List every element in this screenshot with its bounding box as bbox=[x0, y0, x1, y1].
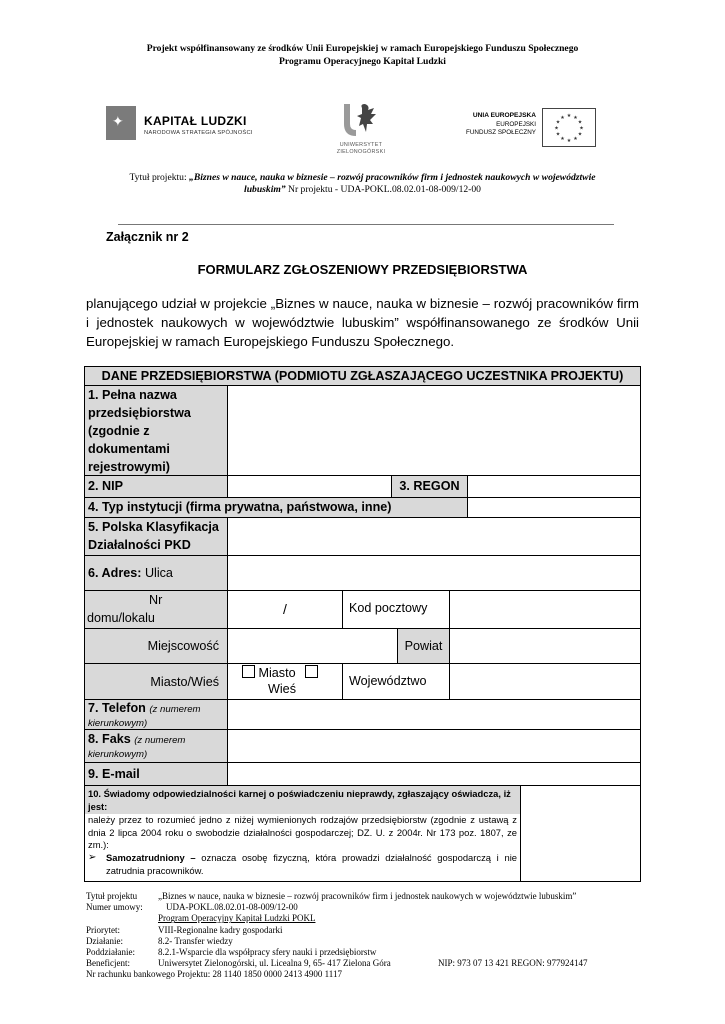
city-checkbox[interactable] bbox=[242, 665, 255, 678]
declaration-cell bbox=[85, 786, 521, 881]
postal-code-field[interactable] bbox=[450, 591, 640, 629]
svg-text:★: ★ bbox=[566, 113, 572, 119]
phone-label-cell bbox=[85, 700, 228, 730]
address-label: 6. Adres: bbox=[88, 566, 142, 580]
eu-logo-line3: FUNDUSZ SPOŁECZNY bbox=[466, 129, 536, 136]
eu-flag-icon bbox=[542, 108, 596, 147]
header-divider bbox=[118, 224, 614, 225]
city-village-options bbox=[228, 664, 343, 700]
regon-label: 3. REGON bbox=[392, 476, 468, 498]
footer-subaction-value: 8.2.1-Wsparcie dla współpracy sfery nauki i przedsiębiorstw bbox=[158, 946, 377, 957]
project-title-label: Tytuł projektu: bbox=[129, 172, 187, 183]
svg-text:★: ★ bbox=[555, 131, 561, 138]
footer-action-label: Działanie: bbox=[86, 935, 123, 946]
village-option-label: Wieś bbox=[268, 682, 296, 696]
regon-field[interactable] bbox=[468, 476, 640, 498]
university-logo bbox=[330, 102, 392, 162]
footer bbox=[86, 891, 646, 981]
city-option-label: Miasto bbox=[258, 666, 296, 680]
footer-program: Program Operacyjny Kapitał Ludzki POKL bbox=[158, 913, 316, 924]
full-name-field[interactable] bbox=[228, 386, 640, 476]
company-data-table bbox=[84, 366, 641, 882]
form-title: FORMULARZ ZGŁOSZENIOWY PRZEDSIĘBIORSTWA bbox=[197, 262, 528, 277]
street-field[interactable] bbox=[228, 556, 640, 591]
university-logo-line2: ZIELONOGÓRSKI bbox=[336, 149, 386, 155]
project-title-block bbox=[110, 172, 615, 196]
footer-bank-account: Nr rachunku bankowego Projektu: 28 1140 1850 0000 2413 4900 1117 bbox=[86, 969, 342, 980]
full-name-label: 1. Pełna nazwa przedsiębiorstwa (zgodnie z dokumentami rejestrowymi) bbox=[85, 386, 228, 476]
eu-logo bbox=[452, 108, 597, 148]
footer-beneficiary-value: Uniwersytet Zielonogórski, ul. Licealna 9, 65- 417 Zielona Góra bbox=[158, 958, 391, 969]
phone-label: 7. Telefon bbox=[88, 701, 146, 715]
county-label: Powiat bbox=[398, 629, 450, 664]
footer-title-value: „Biznes w nauce, nauka w biznesie – rozwój pracowników firm i jednostek naukowych w województwie lubuskim” bbox=[158, 891, 577, 901]
phone-field[interactable] bbox=[228, 700, 640, 730]
university-eagle-icon bbox=[340, 102, 380, 140]
university-logo-line1: UNIWERSYTET bbox=[339, 142, 383, 148]
project-number: Nr projektu - UDA-POKL.08.02.01-08-009/12-00 bbox=[288, 184, 481, 195]
funding-header bbox=[0, 42, 725, 68]
pkd-label: 5. Polska Klasyfikacja Działalności PKD bbox=[85, 518, 228, 556]
street-label: Ulica bbox=[144, 566, 173, 580]
svg-text:★: ★ bbox=[554, 125, 559, 132]
village-checkbox[interactable] bbox=[305, 665, 318, 678]
funding-header-line1: Projekt współfinansowany ze środków Unii Europejskiej w ramach Europejskiego Funduszu Społecznego bbox=[146, 43, 579, 54]
declaration-answer-field[interactable] bbox=[521, 786, 640, 881]
phone-note: (z numerem kierunkowym) bbox=[88, 704, 201, 729]
funding-header-line2: Programu Operacyjnego Kapitał Ludzki bbox=[279, 56, 446, 67]
pkd-field[interactable] bbox=[228, 518, 640, 556]
eu-logo-line2: EUROPEJSKI bbox=[496, 120, 536, 128]
svg-text:★: ★ bbox=[573, 136, 578, 142]
footer-priority-value: VIII-Regionalne kadry gospodarki bbox=[158, 924, 283, 935]
footer-contract-label: Numer umowy: bbox=[86, 902, 143, 913]
footer-nip-regon: NIP: 973 07 13 421 REGON: 977924147 bbox=[438, 958, 588, 969]
declaration-item bbox=[88, 852, 517, 877]
nip-label: 2. NIP bbox=[85, 476, 228, 498]
svg-text:★: ★ bbox=[560, 136, 565, 142]
svg-text:★: ★ bbox=[577, 131, 583, 138]
footer-beneficiary-label: Beneficjent: bbox=[86, 958, 130, 969]
institution-type-label: 4. Typ instytucji (firma prywatna, państwowa, inne) bbox=[85, 498, 468, 518]
form-intro: planującego udział w projekcie „Biznes w nauce, nauka w biznesie – rozwój pracowników firm i jednostek naukowych w województwie lubuskim” współfinansowanego ze środków Unii Europejskiej w ramach Europejskiego Funduszu Społecznego. bbox=[86, 296, 639, 349]
footer-title-label: Tytuł projektu bbox=[86, 891, 138, 901]
email-label: 9. E-mail bbox=[85, 763, 228, 786]
declaration-title: 10. Świadomy odpowiedzialności karnej o poświadczeniu nieprawdy, zgłaszający oświadcza, iż jest: bbox=[85, 786, 520, 814]
kapital-ludzki-flag-icon: ✦ bbox=[106, 106, 136, 140]
annex-label: Załącznik nr 2 bbox=[106, 230, 189, 244]
footer-priority-label: Priorytet: bbox=[86, 924, 120, 935]
house-number-separator: / bbox=[283, 601, 287, 617]
footer-contract-value: UDA-POKL.08.02.01-08-009/12-00 bbox=[166, 902, 298, 913]
email-field[interactable] bbox=[228, 763, 640, 786]
house-number-label-line2: domu/lokalu bbox=[87, 611, 155, 625]
county-field[interactable] bbox=[450, 629, 640, 664]
svg-text:★: ★ bbox=[573, 114, 578, 121]
city-village-label: Miasto/Wieś bbox=[85, 664, 228, 700]
svg-text:★: ★ bbox=[566, 138, 572, 144]
nip-field[interactable] bbox=[228, 476, 392, 498]
city-field[interactable] bbox=[228, 629, 398, 664]
declaration-text: należy przez to rozumieć jedno z niżej wymienionych rodzajów przedsiębiorstw (zgodnie z ustawą z dnia 2 lipca 2004 roku o swobodzie działalności gospodarczej; DZ. U. z 2004r. Nr 173 poz. 1807, ze zm.): bbox=[88, 814, 517, 851]
city-label: Miejscowość bbox=[85, 629, 228, 664]
fax-label-cell bbox=[85, 730, 228, 763]
kapital-ludzki-logo-subtitle: NARODOWA STRATEGIA SPÓJNOŚCI bbox=[144, 130, 253, 136]
fax-label: 8. Faks bbox=[88, 732, 131, 746]
svg-text:★: ★ bbox=[579, 125, 584, 132]
house-number-field[interactable] bbox=[228, 591, 343, 629]
footer-action-value: 8.2- Transfer wiedzy bbox=[158, 935, 233, 946]
arrow-bullet-icon: ➢ bbox=[88, 851, 97, 863]
province-label: Województwo bbox=[343, 664, 450, 700]
province-field[interactable] bbox=[450, 664, 640, 700]
kapital-ludzki-logo-name: KAPITAŁ LUDZKI bbox=[144, 114, 247, 128]
svg-text:★: ★ bbox=[555, 119, 561, 126]
house-number-label-line1: Nr bbox=[149, 593, 163, 607]
postal-code-label: Kod pocztowy bbox=[343, 591, 450, 629]
svg-text:★: ★ bbox=[560, 114, 565, 121]
project-title: „Biznes w nauce, nauka w biznesie – rozwój pracowników firm i jednostek naukowych w województwie lubuskim” bbox=[189, 172, 596, 195]
fax-field[interactable] bbox=[228, 730, 640, 763]
eu-logo-line1: UNIA EUROPEJSKA bbox=[472, 112, 536, 119]
declaration-item-text: oznacza osobę fizyczną, która prowadzi działalność gospodarczą i nie zatrudnia pracowników. bbox=[106, 851, 517, 876]
institution-type-field[interactable] bbox=[468, 498, 640, 518]
declaration-item-title: Samozatrudniony – bbox=[106, 851, 196, 863]
svg-text:★: ★ bbox=[577, 119, 583, 126]
footer-subaction-label: Poddziałanie: bbox=[86, 946, 135, 957]
fax-note: (z numerem kierunkowym) bbox=[88, 735, 186, 760]
section-header: DANE PRZEDSIĘBIORSTWA (PODMIOTU ZGŁASZAJĄCEGO UCZESTNIKA PROJEKTU) bbox=[85, 367, 640, 386]
kapital-ludzki-logo bbox=[104, 100, 254, 148]
